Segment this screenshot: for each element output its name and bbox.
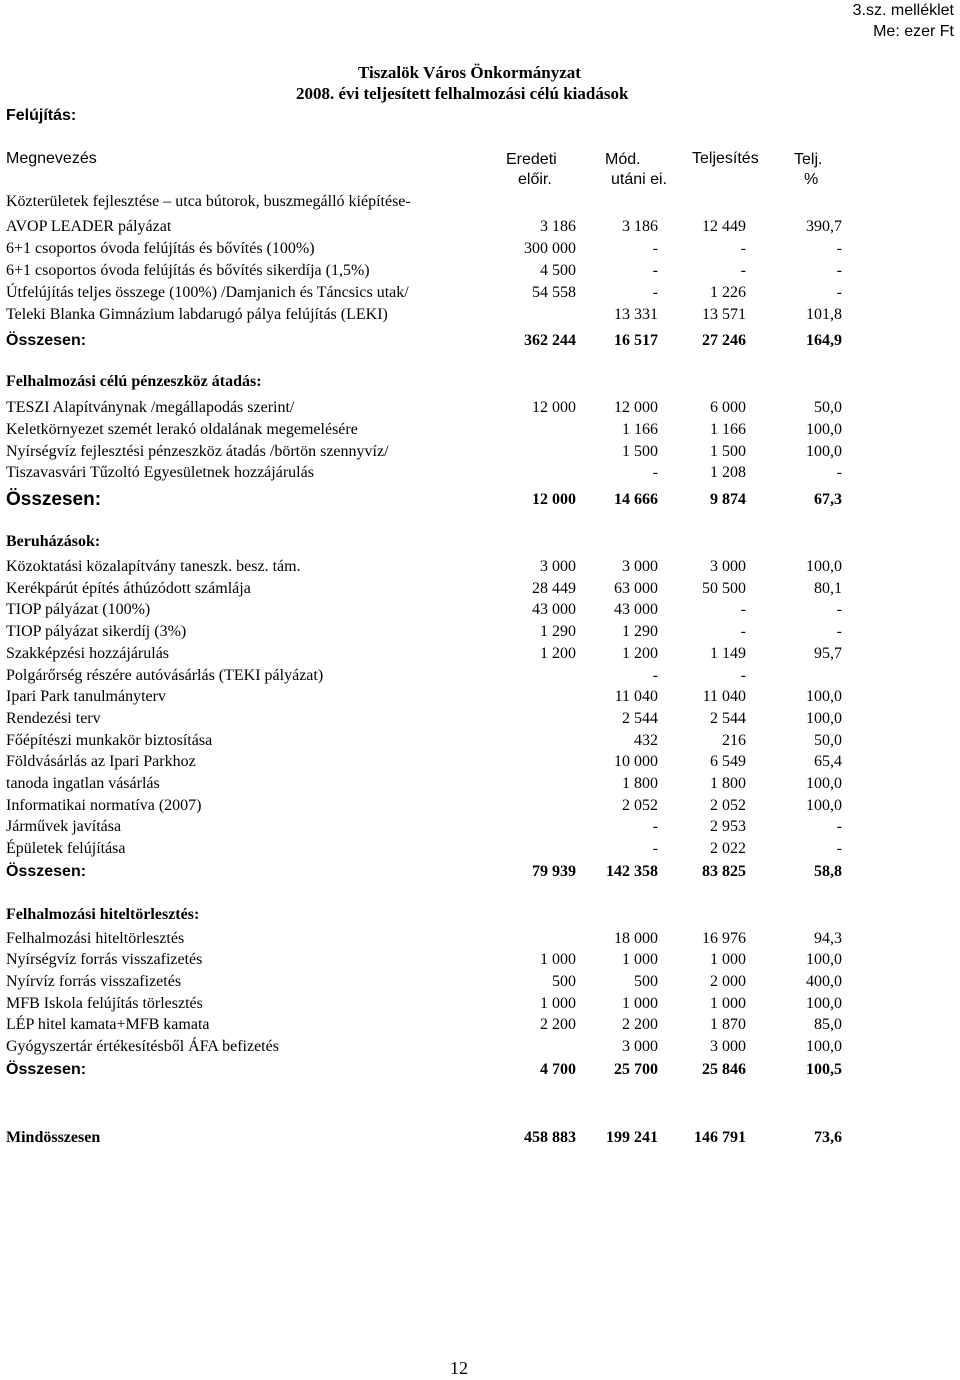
table-row	[0, 419, 960, 441]
row-performance: 1 500	[710, 443, 746, 460]
row-performance: 1 870	[710, 1016, 746, 1033]
atadas-title: Felhalmozási célú pénzeszköz átadás:	[6, 373, 262, 390]
row-performance: 16 976	[702, 930, 746, 947]
annex-number: 3.sz. melléklet	[852, 2, 954, 19]
row-performance: 13 571	[702, 306, 746, 323]
beruhazas-title: Beruházások:	[6, 533, 101, 550]
row-modified: 3 000	[622, 558, 658, 575]
row-performance: 2 953	[710, 818, 746, 835]
row-percent: 100,0	[806, 688, 842, 705]
row-percent: -	[836, 262, 842, 279]
col-header-modified	[605, 150, 667, 190]
row-performance: 216	[722, 732, 746, 749]
row-label: Keletkörnyezet szemét lerakó oldalának megemelésére	[6, 421, 358, 438]
row-original: 1 200	[540, 645, 576, 662]
row-modified: 1 166	[622, 421, 658, 438]
row-original: 1 000	[540, 995, 576, 1012]
table-row	[0, 730, 960, 752]
row-percent: 101,8	[806, 306, 842, 323]
row-percent: -	[836, 818, 842, 835]
row-percent: -	[836, 240, 842, 257]
row-label: Teleki Blanka Gimnázium labdarugó pálya felújítás (LEKI)	[6, 306, 388, 323]
total-modified: 142 358	[606, 863, 658, 880]
row-percent: 100,0	[806, 995, 842, 1012]
annex-label	[853, 0, 954, 42]
col-header-original-line2: előir.	[518, 171, 552, 188]
row-original: 28 449	[532, 580, 576, 597]
row-modified: -	[652, 284, 658, 301]
row-modified: -	[652, 667, 658, 684]
row-modified: 2 052	[622, 797, 658, 814]
row-modified: -	[652, 840, 658, 857]
row-percent: 400,0	[806, 973, 842, 990]
total-performance: 27 246	[702, 332, 746, 349]
row-modified: -	[652, 240, 658, 257]
row-performance: 1 000	[710, 951, 746, 968]
table-row	[0, 971, 960, 993]
table-row	[0, 282, 960, 304]
row-label: TESZI Alapítványnak /megállapodás szerint/	[6, 399, 295, 416]
row-performance: 50 500	[702, 580, 746, 597]
row-percent: -	[836, 623, 842, 640]
col-header-percent-line2: %	[804, 171, 819, 188]
total-percent: 164,9	[806, 332, 842, 349]
total-label: Összesen:	[6, 332, 87, 349]
row-performance: 3 000	[710, 1038, 746, 1055]
row-performance: -	[740, 601, 746, 618]
table-row	[0, 816, 960, 838]
total-modified: 16 517	[614, 332, 658, 349]
row-percent: 100,0	[806, 797, 842, 814]
row-modified: 432	[634, 732, 658, 749]
total-modified: 25 700	[614, 1061, 658, 1078]
table-row	[0, 643, 960, 665]
row-percent: 100,0	[806, 421, 842, 438]
col-header-modified-line2: utáni ei.	[611, 171, 668, 188]
section-total-row	[0, 489, 960, 511]
total-original: 12 000	[532, 491, 576, 508]
table-row	[0, 556, 960, 578]
row-label: LÉP hitel kamata+MFB kamata	[6, 1016, 210, 1033]
table-row	[0, 928, 960, 950]
grand-total-label: Mindösszesen	[6, 1129, 101, 1146]
total-label: Összesen:	[6, 863, 87, 880]
row-modified: 1 200	[622, 645, 658, 662]
table-row	[0, 599, 960, 621]
row-original: 2 200	[540, 1016, 576, 1033]
row-performance: 2 022	[710, 840, 746, 857]
row-label: Informatikai normatíva (2007)	[6, 797, 202, 814]
row-original: 300 000	[524, 240, 576, 257]
row-original: 3 000	[540, 558, 576, 575]
total-original: 4 700	[540, 1061, 576, 1078]
table-row	[0, 708, 960, 730]
row-label: AVOP LEADER pályázat	[6, 218, 172, 235]
row-label: Közoktatási közalapítvány taneszk. besz. tám.	[6, 558, 301, 575]
row-modified: 1 290	[622, 623, 658, 640]
row-modified: 10 000	[614, 753, 658, 770]
col-header-percent	[794, 150, 822, 190]
row-label: Főépítészi munkakör biztosítása	[6, 732, 213, 749]
row-label: 6+1 csoportos óvoda felújítás és bővítés sikerdíja (1,5%)	[6, 262, 370, 279]
row-label: Szakképzési hozzájárulás	[6, 645, 170, 662]
row-modified: 3 000	[622, 1038, 658, 1055]
row-label: TIOP pályázat sikerdíj (3%)	[6, 623, 187, 640]
row-label: Rendezési terv	[6, 710, 101, 727]
grand-total-modified: 199 241	[606, 1129, 658, 1146]
row-modified: 63 000	[614, 580, 658, 597]
table-row	[0, 665, 960, 687]
table-row	[0, 462, 960, 484]
row-percent: 100,0	[806, 1038, 842, 1055]
section-felujitas-title: Felújítás:	[6, 107, 77, 124]
row-modified: -	[652, 464, 658, 481]
row-modified: 1 000	[622, 951, 658, 968]
table-row	[0, 838, 960, 860]
row-performance: 1 800	[710, 775, 746, 792]
row-modified: 13 331	[614, 306, 658, 323]
row-label: MFB Iskola felújítás törlesztés	[6, 995, 203, 1012]
row-modified: 18 000	[614, 930, 658, 947]
grand-total-original: 458 883	[524, 1129, 576, 1146]
row-performance: 11 040	[702, 688, 746, 705]
row-label: Földvásárlás az Ipari Parkhoz	[6, 753, 196, 770]
row-percent: 94,3	[814, 930, 842, 947]
table-row	[0, 238, 960, 260]
row-label: Járművek javítása	[6, 818, 122, 835]
row-performance: 1 226	[710, 284, 746, 301]
row-label: Tiszavasvári Tűzoltó Egyesületnek hozzájárulás	[6, 464, 314, 481]
row-modified: -	[652, 818, 658, 835]
col-header-modified-line1: Mód.	[605, 151, 641, 168]
row-modified: 3 186	[622, 218, 658, 235]
total-label: Összesen:	[6, 1061, 87, 1078]
section-total-row	[0, 861, 960, 883]
total-label: Összesen:	[6, 489, 102, 510]
row-percent: 100,0	[806, 775, 842, 792]
total-percent: 58,8	[814, 863, 842, 880]
total-modified: 14 666	[614, 491, 658, 508]
row-performance: 6 000	[710, 399, 746, 416]
row-modified: 1 000	[622, 995, 658, 1012]
table-row	[0, 1014, 960, 1036]
total-original: 79 939	[532, 863, 576, 880]
row-performance: 2 000	[710, 973, 746, 990]
row-performance: -	[740, 667, 746, 684]
row-percent: -	[836, 284, 842, 301]
row-performance: 1 000	[710, 995, 746, 1012]
total-performance: 25 846	[702, 1061, 746, 1078]
row-percent: 85,0	[814, 1016, 842, 1033]
page-number: 12	[450, 1358, 468, 1378]
row-original: 1 000	[540, 951, 576, 968]
row-percent: 100,0	[806, 558, 842, 575]
total-performance: 9 874	[710, 491, 746, 508]
table-row	[0, 304, 960, 326]
row-original: 54 558	[532, 284, 576, 301]
row-label: Útfelújítás teljes összege (100%) /Damjanich és Táncsics utak/	[6, 284, 409, 301]
col-header-performance: Teljesítés	[692, 150, 759, 167]
row-percent: -	[836, 464, 842, 481]
table-row	[0, 686, 960, 708]
row-modified: 500	[634, 973, 658, 990]
row-performance: 2 052	[710, 797, 746, 814]
total-percent: 67,3	[814, 491, 842, 508]
table-row	[0, 949, 960, 971]
table-row	[0, 795, 960, 817]
table-row	[0, 1036, 960, 1058]
table-row	[0, 216, 960, 238]
row-performance: 3 000	[710, 558, 746, 575]
total-performance: 83 825	[702, 863, 746, 880]
section-total-row	[0, 1059, 960, 1081]
table-row	[0, 578, 960, 600]
row-percent: 95,7	[814, 645, 842, 662]
row-percent: 50,0	[814, 399, 842, 416]
row-label: Polgárőrség részére autóvásárlás (TEKI pályázat)	[6, 667, 324, 684]
hitel-title: Felhalmozási hiteltörlesztés:	[6, 906, 200, 923]
table-row	[0, 993, 960, 1015]
row-performance: 1 208	[710, 464, 746, 481]
table-row	[0, 773, 960, 795]
col-header-name: Megnevezés	[6, 150, 97, 167]
row-label: Gyógyszertár értékesítésből ÁFA befizetés	[6, 1038, 279, 1055]
row-modified: 2 544	[622, 710, 658, 727]
total-percent: 100,5	[806, 1061, 842, 1078]
grand-total-percent: 73,6	[814, 1129, 842, 1146]
row-modified: -	[652, 262, 658, 279]
table-row	[0, 751, 960, 773]
row-label: 6+1 csoportos óvoda felújítás és bővítés (100%)	[6, 240, 315, 257]
row-original: 3 186	[540, 218, 576, 235]
row-label: TIOP pályázat (100%)	[6, 601, 151, 618]
row-percent: 390,7	[806, 218, 842, 235]
col-header-original-line1: Eredeti	[506, 151, 557, 168]
row-performance: 2 544	[710, 710, 746, 727]
row-percent: 65,4	[814, 753, 842, 770]
row-percent: 80,1	[814, 580, 842, 597]
row-performance: -	[740, 240, 746, 257]
col-header-percent-line1: Telj.	[794, 151, 823, 168]
row-percent: -	[836, 601, 842, 618]
table-row	[0, 260, 960, 282]
row-original: 12 000	[532, 399, 576, 416]
table-row	[0, 441, 960, 463]
row-percent: 100,0	[806, 710, 842, 727]
row-percent: 100,0	[806, 443, 842, 460]
table-row	[0, 397, 960, 419]
row-label: Ipari Park tanulmányterv	[6, 688, 166, 705]
grand-total-row	[0, 1127, 960, 1149]
row-performance: 12 449	[702, 218, 746, 235]
row-performance: 1 149	[710, 645, 746, 662]
row-percent: 100,0	[806, 951, 842, 968]
org-title: Tiszalök Város Önkormányzat	[358, 63, 581, 82]
row-label: Felhalmozási hiteltörlesztés	[6, 930, 185, 947]
row-percent: -	[836, 840, 842, 857]
row-modified: 1 500	[622, 443, 658, 460]
row-original: 500	[552, 973, 576, 990]
row-performance: -	[740, 623, 746, 640]
row-original: 43 000	[532, 601, 576, 618]
doc-subtitle: 2008. évi teljesített felhalmozási célú kiadások	[296, 84, 629, 103]
row-percent: 50,0	[814, 732, 842, 749]
row-label: Nyírségvíz fejlesztési pénzeszköz átadás /börtön szennyvíz/	[6, 443, 389, 460]
row-performance: 1 166	[710, 421, 746, 438]
table-row	[0, 621, 960, 643]
row-performance: 6 549	[710, 753, 746, 770]
row-label: Nyírségvíz forrás visszafizetés	[6, 951, 203, 968]
row-performance: -	[740, 262, 746, 279]
section-total-row	[0, 330, 960, 352]
grand-total-performance: 146 791	[694, 1129, 746, 1146]
felujitas-intro: Közterületek fejlesztése – utca bútorok, buszmegálló kiépítése-	[6, 193, 411, 210]
row-modified: 1 800	[622, 775, 658, 792]
row-modified: 12 000	[614, 399, 658, 416]
unit-label: Me: ezer Ft	[873, 23, 954, 40]
row-label: Épületek felújítása	[6, 840, 126, 857]
row-modified: 43 000	[614, 601, 658, 618]
row-original: 4 500	[540, 262, 576, 279]
col-header-original	[506, 150, 557, 190]
row-original: 1 290	[540, 623, 576, 640]
row-label: Nyírvíz forrás visszafizetés	[6, 973, 182, 990]
row-label: Kerékpárút építés áthúzódott számlája	[6, 580, 251, 597]
row-modified: 11 040	[614, 688, 658, 705]
total-original: 362 244	[524, 332, 576, 349]
row-modified: 2 200	[622, 1016, 658, 1033]
row-label: tanoda ingatlan vásárlás	[6, 775, 160, 792]
